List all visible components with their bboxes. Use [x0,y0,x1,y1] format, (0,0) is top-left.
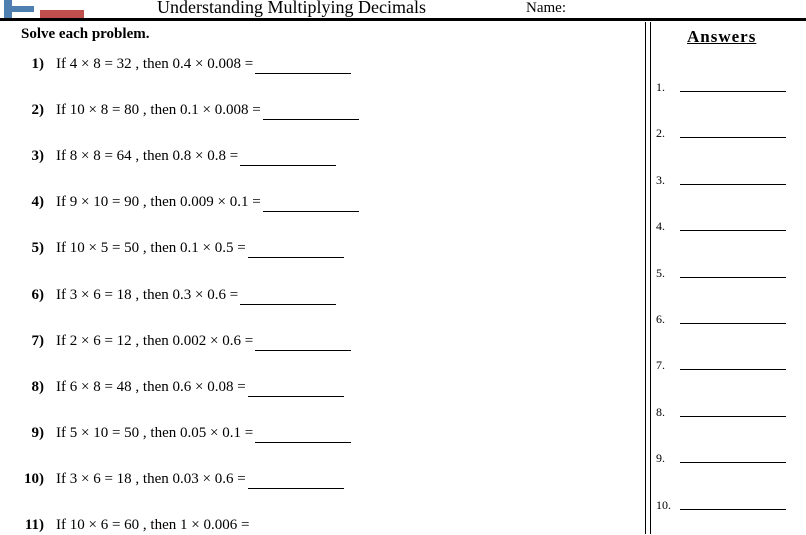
answer-blank[interactable] [248,243,344,258]
answer-item [656,451,796,471]
problem-number: 2) [31,102,44,118]
answer-line[interactable] [680,462,786,463]
problem-number: 11) [24,517,44,533]
answer-item [656,358,796,378]
problem-statement: If 3 × 6 = 18 , then 0.03 × 0.6 = [56,471,246,487]
problem-number: 4) [31,194,44,210]
column-divider-left [645,22,646,534]
answer-blank[interactable] [263,197,359,212]
column-divider-right [650,22,651,534]
answer-blank[interactable] [255,59,351,74]
answer-number: 7. [656,358,665,372]
problem-number: 9) [31,425,44,441]
answer-blank[interactable] [263,105,359,120]
problem-statement: If 5 × 10 = 50 , then 0.05 × 0.1 = [56,425,254,441]
answer-line[interactable] [680,509,786,510]
problem-statement: If 4 × 8 = 32 , then 0.4 × 0.008 = [56,56,254,72]
answer-blank[interactable] [248,474,344,489]
problem-statement: If 10 × 6 = 60 , then 1 × 0.006 = [56,517,250,533]
answer-blank[interactable] [255,336,351,351]
problem-number: 1) [31,56,44,72]
answer-number: 9. [656,451,665,465]
problem-text [56,285,336,305]
problem-text [56,331,351,351]
problem-text [56,146,336,166]
page-title: Understanding Multiplying Decimals [157,0,426,17]
answer-line[interactable] [680,230,786,231]
answer-number: 10. [656,498,671,512]
problem-text [56,515,249,535]
problem-number: 5) [31,240,44,256]
instructions: Solve each problem. [21,26,150,42]
answer-line[interactable] [680,137,786,138]
problem-number: 10) [24,471,44,487]
problem-number: 3) [31,148,44,164]
answer-line[interactable] [680,277,786,278]
answer-blank[interactable] [255,428,351,443]
answer-item [656,80,796,100]
problem-statement: If 3 × 6 = 18 , then 0.3 × 0.6 = [56,287,239,303]
problem-statement: If 8 × 8 = 64 , then 0.8 × 0.8 = [56,148,239,164]
answer-item [656,312,796,332]
answer-blank[interactable] [240,290,336,305]
answer-line[interactable] [680,184,786,185]
problem-text [56,377,344,397]
answer-item [656,266,796,286]
answer-number: 1. [656,80,665,94]
answer-item [656,219,796,239]
problem-statement: If 10 × 5 = 50 , then 0.1 × 0.5 = [56,240,246,256]
answers-title: Answers [687,27,757,46]
answer-number: 6. [656,312,665,326]
answer-number: 5. [656,266,665,280]
problem-statement: If 10 × 8 = 80 , then 0.1 × 0.008 = [56,102,261,118]
problem-text [56,100,359,120]
answer-number: 2. [656,126,665,140]
answer-item [656,405,796,425]
answer-number: 3. [656,173,665,187]
answer-line[interactable] [680,323,786,324]
answer-item [656,126,796,146]
problem-statement: If 2 × 6 = 12 , then 0.002 × 0.6 = [56,333,254,349]
answer-number: 4. [656,219,665,233]
name-label: Name: [526,0,566,16]
header-rule [0,18,806,21]
problem-text [56,423,351,443]
answer-number: 8. [656,405,665,419]
problem-text [56,192,359,212]
problem-number: 7) [31,333,44,349]
problem-statement: If 6 × 8 = 48 , then 0.6 × 0.08 = [56,379,246,395]
problem-number: 6) [31,287,44,303]
problem-text [56,238,344,258]
problem-number: 8) [31,379,44,395]
problem-text [56,54,351,74]
answer-line[interactable] [680,91,786,92]
answer-blank[interactable] [240,151,336,166]
problem-statement: If 9 × 10 = 90 , then 0.009 × 0.1 = [56,194,261,210]
answer-item [656,173,796,193]
answer-blank[interactable] [248,382,344,397]
problem-text [56,469,344,489]
answer-line[interactable] [680,369,786,370]
answer-line[interactable] [680,416,786,417]
answer-item [656,498,796,518]
